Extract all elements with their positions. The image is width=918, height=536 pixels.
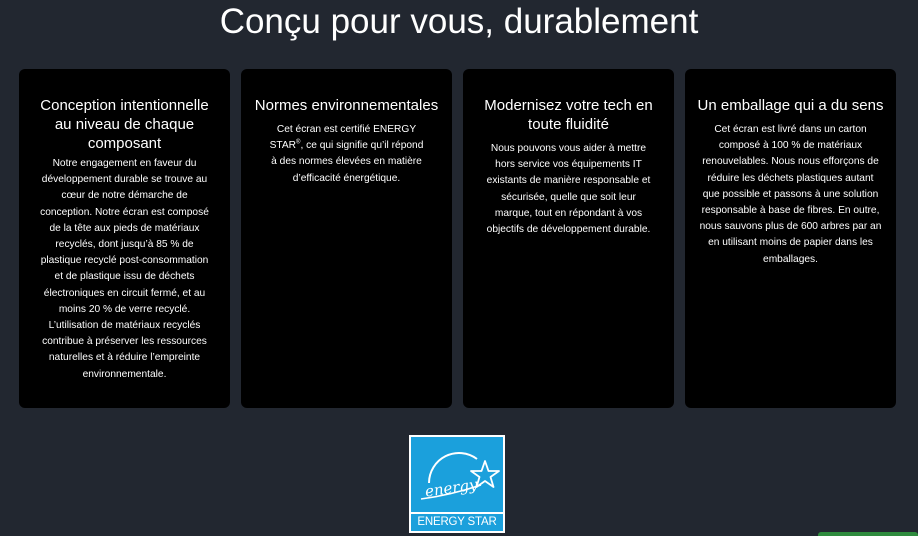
energy-star-badge <box>411 437 503 531</box>
card-title: Modernisez votre tech en toute fluidité <box>484 97 653 133</box>
chat-widget-edge[interactable] <box>818 532 918 536</box>
card-body: Cet écran est livré dans un carton composé à 100 % de matériaux renouvelables. Nous nous efforçons de réduire les déchets plastiques autant que possible et passons à une solution responsable à base de fibres. En outre, nous sauvons plus de 600 arbres par an en utilisant moins de papier dans les emballages. <box>699 124 882 265</box>
energy-script: energy <box>423 475 479 501</box>
card-title: Normes environnementales <box>254 97 439 114</box>
card-body-part: , ce qui signifie qu’il répond à des normes élevées en matière d’efficacité énergétique. <box>271 140 424 184</box>
registered-mark: ® <box>296 139 301 146</box>
card-title: Conception intentionnelle au niveau de chaque composant <box>40 97 209 152</box>
card-environmental-standards <box>241 69 452 408</box>
card-body <box>253 122 440 187</box>
card-packaging <box>685 69 896 408</box>
card-body-part: Cet écran est certifié ENERGY STAR <box>269 124 417 152</box>
energy-star-icon <box>411 437 503 512</box>
card-body: Nous pouvons vous aider à mettre hors service vos équipements IT existants de manière responsable et sécurisée, quelle que soit leur marque, tout en répondant à vos objectifs de développement durable. <box>486 143 651 236</box>
page-title: Conçu pour vous, durablement <box>219 2 699 41</box>
card-intentional-design <box>19 69 230 408</box>
energy-star-label: ENERGY STAR <box>411 512 503 531</box>
card-title: Un emballage qui a du sens <box>697 97 884 114</box>
card-body: Notre engagement en faveur du développement durable se trouve au cœur de notre démarche de conception. Notre écran est composé de la tête aux pieds de matériaux recyclés, dont jusqu’à 85 % de plastique recyclé post-consommation et de plastique issu de déchets électroniques en circuit fermé, et au moins 20 % de verre recyclé. L’utilisation de matériaux recyclés contribue à préserver les ressources naturelles et à réduire l’empreinte environnementale. <box>40 158 209 380</box>
card-modernize-tech <box>463 69 674 408</box>
energy-star-logo <box>409 435 505 533</box>
